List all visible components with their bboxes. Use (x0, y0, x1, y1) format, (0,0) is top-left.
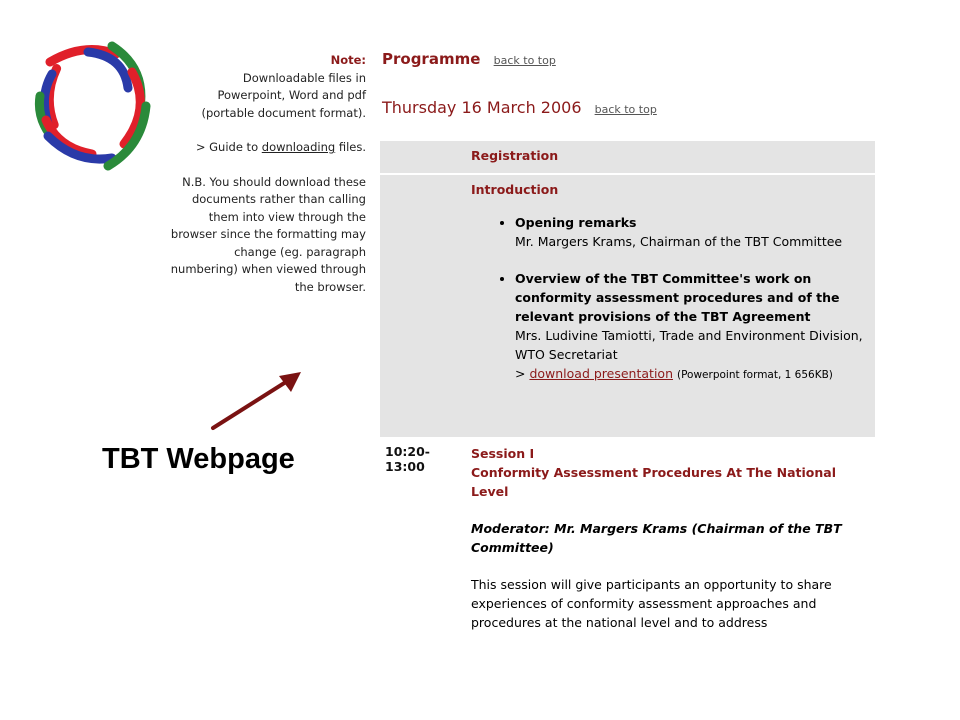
note-panel (170, 52, 366, 313)
agenda-item-speaker: Mrs. Ludivine Tamiotti, Trade and Environment Division, WTO Secretariat (515, 328, 863, 362)
session-description: This session will give participants an opportunity to share experiences of conformity assessment approaches and procedures at the national level and to address (471, 577, 832, 630)
note-line: Powerpoint, Word and pdf (217, 88, 366, 102)
slot-content (380, 141, 875, 173)
slide-caption: TBT Webpage (102, 443, 295, 475)
note-line: Downloadable files in (242, 70, 366, 85)
nb-text: N.B. You should download these documents rather than calling them into view through the browser since the formatting may change (eg. paragraph numbering) when viewed through the browser. (170, 174, 366, 294)
slot-title: Registration (471, 148, 559, 163)
download-line (515, 366, 833, 381)
note-line: (portable document format). (201, 105, 366, 120)
download-file-info: (Powerpoint format, 1 656KB) (676, 369, 833, 381)
schedule-row-registration (381, 141, 875, 175)
programme-title: Programme (382, 50, 481, 68)
date-title: Thursday 16 March 2006 (382, 98, 582, 117)
note-title: Note: (330, 53, 366, 67)
back-to-top-link[interactable]: back to top (493, 54, 556, 67)
download-prefix: > (515, 366, 530, 381)
agenda-list (471, 213, 867, 385)
date-heading (382, 98, 657, 117)
agenda-item-speaker: Mr. Margers Krams, Chairman of the TBT Committee (515, 234, 843, 249)
moderator-text: Moderator: Mr. Margers Krams (Chairman of the TBT Committee) (471, 521, 842, 555)
agenda-item-title: • Opening remarks (515, 215, 637, 230)
schedule-table (381, 141, 875, 640)
slot-title: Introduction (471, 182, 559, 197)
schedule-row-introduction (381, 175, 875, 439)
list-item (515, 213, 867, 251)
slot-content (380, 439, 875, 640)
guide-prefix: > Guide to (195, 140, 262, 154)
slot-content (380, 175, 875, 437)
schedule-row-session-1 (381, 439, 875, 640)
slot-subtitle: Conformity Assessment Procedures At The National Level (471, 465, 836, 499)
download-presentation-link[interactable]: download presentation (529, 366, 673, 381)
list-item (515, 269, 867, 385)
programme-heading (382, 50, 556, 68)
date-back-to-top-link[interactable]: back to top (594, 103, 657, 116)
guide-suffix: files. (335, 140, 366, 154)
downloading-guide-link[interactable]: downloading (261, 140, 336, 154)
slot-time: 10:20-13:00 (385, 444, 430, 474)
wto-logo-icon (28, 38, 158, 173)
arrow-icon (205, 366, 310, 436)
slot-title: Session I (471, 446, 535, 461)
agenda-item-title: • Overview of the TBT Committee's work on conformity assessment procedures and of the relevant provisions of the TBT Agreement (515, 271, 840, 324)
